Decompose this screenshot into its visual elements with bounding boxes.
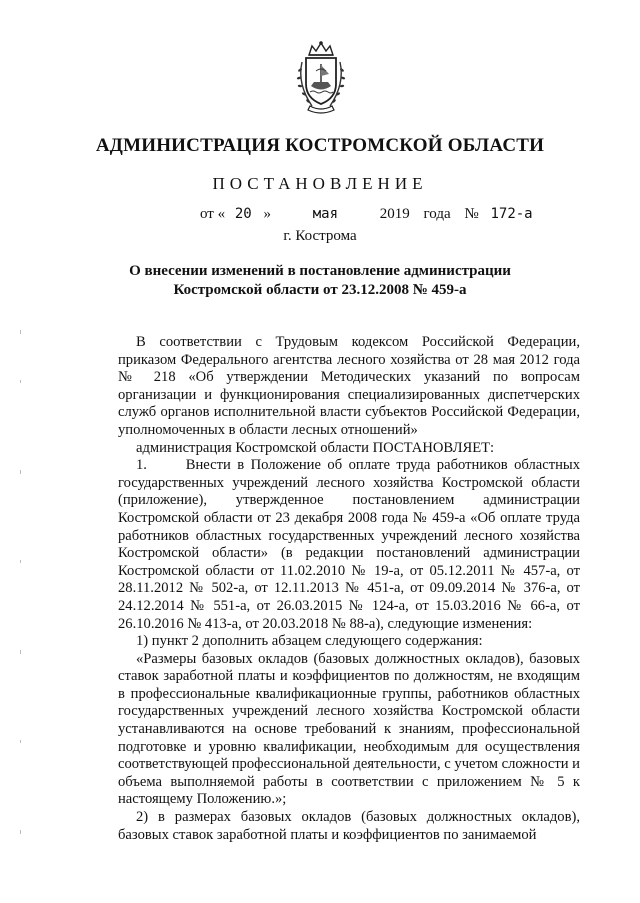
date-year-suffix: года [423,206,451,222]
document-number: 172-а [490,206,533,222]
document-body [118,334,580,844]
subject-line-2: Костромской области от 23.12.2008 № 459-а [173,282,467,298]
coat-of-arms-emblem [292,40,350,116]
date-day: 20 [234,206,252,222]
body-paragraph-item-1: 1. Внести в Положение об оплате труда работников областных государственных учреждений лесного хозяйства Костромской области (приложение), утвержденное постановлением администрации Костромской области от 23 декабря 2008 года № 459-а «Об оплате труда работников областных государственных учреждений лесного хозяйства Костромской области» (в редакции постановлений администрации Костромской области от 11.02.2010 № 19-а, от 05.12.2011 № 457-а, от 28.11.2012 № 502-а, от 12.11.2013 № 451-а, от 09.09.2014 № 376-а, от 24.12.2014 № 551-а, от 26.03.2015 № 124-а, от 15.03.2016 № 66-а, от 26.10.2016 № 413-а, от 20.03.2018 № 88-а), следующие изменения: [118,457,580,632]
organization-title: АДМИНИСТРАЦИЯ КОСТРОМСКОЙ ОБЛАСТИ [95,135,545,156]
date-month: мая [312,206,339,222]
number-sign: № [464,206,479,222]
document-city: г. Кострома [283,228,357,244]
body-paragraph-resolves: администрация Костромской области ПОСТАНОВЛЯЕТ: [136,439,495,456]
body-paragraph-subitem-2: 2) в размерах базовых окладов (базовых должностных окладов), базовых ставок заработной платы и коэффициентов по занимаемой [118,809,580,843]
date-year: 2019 [379,206,410,222]
body-paragraph-preamble: В соответствии с Трудовым кодексом Российской Федерации, приказом Федерального агентства лесного хозяйства от 28 мая 2012 года № 218 «Об утверждении Методических указаний по вопросам организации и функционирования специализированных диспетчерских служб органов исполнительной власти субъектов Российской Федерации, уполномоченных в области лесных отношений» [118,334,580,438]
scan-margin-marks [18,320,24,880]
body-paragraph-quoted-addition: «Размеры базовых окладов (базовых должностных окладов), базовых ставок заработной платы и коэффициентов по должностям, не входящим в профессиональные квалификационные группы, работников областных государственных учреждений лесного хозяйства Костромской области устанавливаются на основе требований к знаниям, профессиональной подготовке и уровню квалификации, необходимым для осуществления соответствующей профессиональной деятельности, с учетом сложности и объема выполняемой работы в соответствии с приложением № 5 к настоящему Положению.»; [118,650,580,808]
document-subject [60,262,580,300]
document-type: ПОСТАНОВЛЕНИЕ [212,174,428,193]
date-prefix: от « [200,206,226,222]
body-paragraph-subitem-1: 1) пункт 2 дополнить абзацем следующего содержания: [136,633,483,650]
date-close-quote: » [263,206,271,222]
document-date-line [200,206,533,223]
subject-line-1: О внесении изменений в постановление администрации [129,263,511,279]
